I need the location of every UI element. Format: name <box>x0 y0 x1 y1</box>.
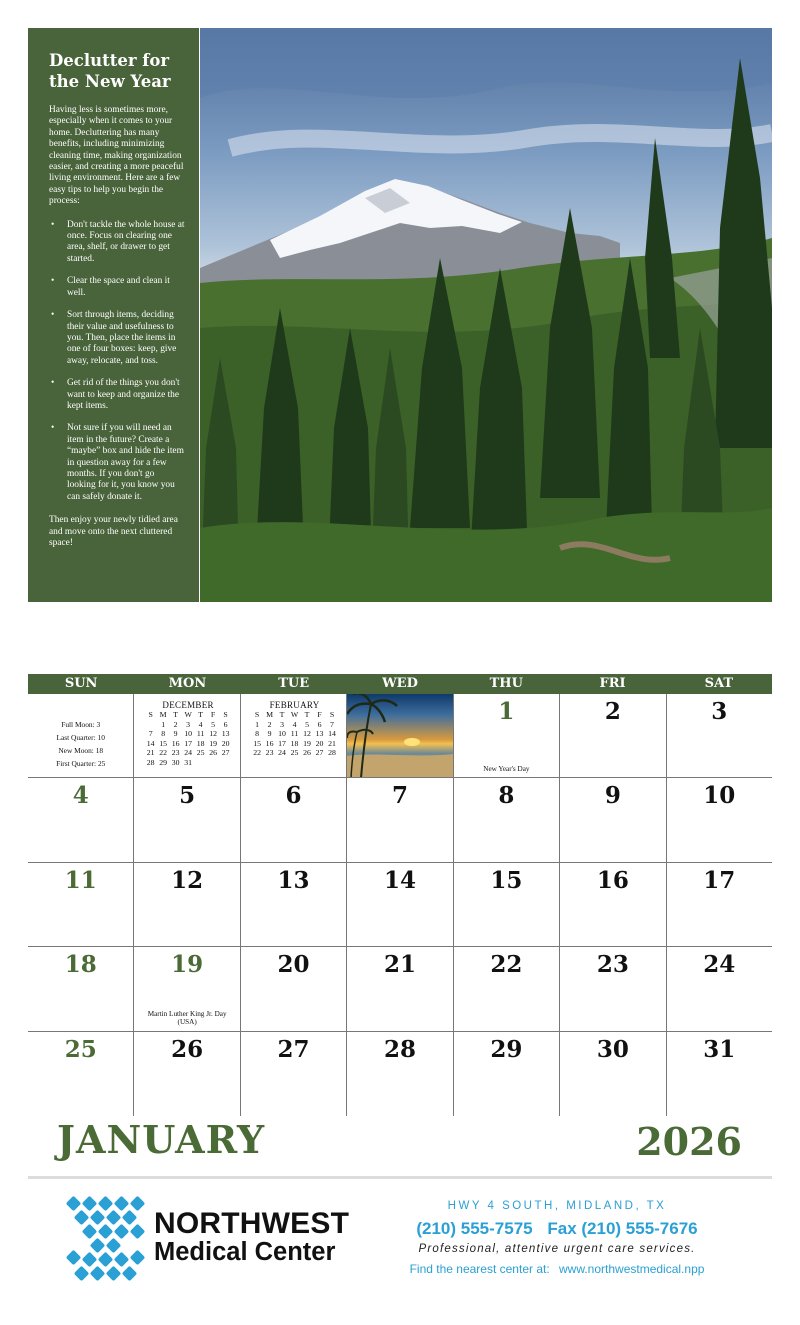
sponsor-name-line2: Medical Center <box>154 1238 336 1266</box>
logo-diamond <box>106 1210 122 1226</box>
day-cell <box>28 778 133 862</box>
mini-calendar-title: DECEMBER <box>162 700 214 710</box>
calendar-week <box>28 778 772 862</box>
day-number: 12 <box>171 866 204 894</box>
logo-diamond <box>66 1250 82 1266</box>
day-cell <box>346 863 452 947</box>
mini-day: 13 <box>221 729 230 739</box>
logo-diamond <box>74 1266 90 1282</box>
mini-day: 7 <box>330 719 334 729</box>
website-link[interactable]: www.northwestmedical.npp <box>559 1262 705 1276</box>
tip-intro: Having less is sometimes more, especially when it comes to your home. Decluttering has many benefits, including minimizing cleaning time, making organization easier, and creating a more peaceful living environment. Here are a few easy tips to help you begin the process: <box>49 105 184 207</box>
tip-title: Declutter for the New Year <box>49 51 171 91</box>
mini-weekday: W <box>290 710 299 719</box>
mini-day: 12 <box>209 729 217 739</box>
day-cell <box>240 947 346 1031</box>
mini-day: 6 <box>317 719 322 729</box>
mini-weekday: M <box>266 710 274 719</box>
phone-number[interactable]: (210) 555-7575 <box>416 1219 533 1238</box>
day-cell <box>559 863 665 947</box>
mini-day: 2 <box>173 719 178 729</box>
sponsor-tagline: Professional, attentive urgent care services. <box>418 1243 696 1255</box>
day-number: 4 <box>72 782 89 810</box>
day-number: 25 <box>64 1035 97 1063</box>
mini-weekday: W <box>184 710 192 719</box>
weekday-wed: WED <box>382 676 418 691</box>
fax-number: Fax (210) 555-7676 <box>547 1219 698 1238</box>
logo-diamond <box>82 1196 98 1212</box>
day-number: 17 <box>703 866 736 894</box>
day-cell <box>453 863 559 947</box>
mini-calendar-december <box>133 694 239 778</box>
calendar-weeks <box>28 778 772 1116</box>
mini-day: 10 <box>184 729 193 739</box>
mini-calendar-days <box>251 710 338 758</box>
weekday-header <box>28 674 772 694</box>
tip-outro: Then enjoy your newly tidied area and move onto the next cluttered space! <box>49 515 178 548</box>
mini-weekday: S <box>329 710 335 719</box>
weekday-fri: FRI <box>599 676 626 691</box>
mini-weekday: F <box>317 710 322 719</box>
palm-beach-illustration <box>347 694 452 778</box>
mini-day: 2 <box>267 719 272 729</box>
mini-day: 25 <box>196 748 205 758</box>
logo-diamond <box>98 1196 114 1212</box>
mini-day: 23 <box>265 748 274 758</box>
sponsor-address: HWY 4 SOUTH, MIDLAND, TX <box>447 1200 667 1212</box>
logo-diamond <box>98 1224 114 1240</box>
day-number: 24 <box>703 951 736 979</box>
mini-weekday: M <box>159 710 167 719</box>
moon-phase: First Quarter: 25 <box>56 759 106 768</box>
calendar-week <box>28 947 772 1031</box>
day-cell <box>666 947 772 1031</box>
day-number: 1 <box>498 698 515 725</box>
logo-diamond <box>114 1196 130 1212</box>
mini-weekday: F <box>210 710 216 719</box>
mini-day: 18 <box>196 738 205 748</box>
mini-day: 30 <box>171 757 180 767</box>
sponsor-phones <box>392 1219 722 1239</box>
day-number: 13 <box>277 866 310 894</box>
mini-day: 26 <box>209 748 217 758</box>
day-cell <box>346 947 452 1031</box>
mini-weekday: S <box>223 710 228 719</box>
moon-phase: Last Quarter: 10 <box>56 733 105 742</box>
day-number: 15 <box>490 866 523 894</box>
mini-day: 15 <box>253 738 261 748</box>
mini-day: 16 <box>265 738 274 748</box>
logo-diamond <box>82 1252 98 1268</box>
calendar-grid <box>28 674 772 1116</box>
mini-day: 19 <box>209 738 217 748</box>
day-cell <box>666 694 772 778</box>
logo-diamond <box>114 1252 130 1268</box>
day-number: 18 <box>64 951 97 979</box>
mini-day <box>194 758 206 768</box>
mini-day: 1 <box>255 719 260 729</box>
mini-day: 22 <box>253 748 261 758</box>
day-number: 16 <box>596 866 629 894</box>
day-number: 5 <box>179 782 196 810</box>
day-cell <box>133 778 239 862</box>
day-cell <box>666 1032 772 1116</box>
day-cell <box>240 778 346 862</box>
day-number: 7 <box>391 782 408 810</box>
sponsor-find <box>392 1262 722 1276</box>
logo-diamond <box>98 1252 114 1268</box>
day-cell <box>346 1032 452 1116</box>
mini-calendar-days <box>144 710 231 768</box>
day-number: 31 <box>703 1035 736 1063</box>
day-cell <box>240 863 346 947</box>
day-cell <box>666 863 772 947</box>
mini-day: 9 <box>267 729 272 739</box>
logo-diamond <box>130 1196 146 1212</box>
tip-panel <box>28 28 199 602</box>
logo-diamond <box>66 1196 82 1212</box>
mini-day: 5 <box>305 719 309 729</box>
mini-day: 8 <box>255 729 260 739</box>
tip-item: • Sort through items, deciding their value and usefulness to you. Then, place the items in one of four boxes: keep, give away, relocate, and toss. <box>49 310 185 367</box>
mini-day: 25 <box>290 748 299 758</box>
mini-day: 4 <box>292 719 297 729</box>
mini-day: 18 <box>290 738 299 748</box>
sponsor-name-line1: NORTHWEST <box>154 1207 350 1240</box>
logo-diamond <box>122 1210 138 1226</box>
mini-day: 1 <box>161 719 166 729</box>
mini-day: 28 <box>146 757 155 767</box>
day-cell <box>133 947 239 1031</box>
day-cell <box>453 1032 559 1116</box>
mini-day: 3 <box>280 719 284 729</box>
day-cell <box>559 947 665 1031</box>
day-cell <box>28 1032 133 1116</box>
day-cell <box>28 863 133 947</box>
day-number: 3 <box>711 698 728 725</box>
logo-diamond <box>130 1250 146 1266</box>
day-number: 11 <box>64 866 97 894</box>
day-number: 6 <box>285 782 302 810</box>
mini-weekday: T <box>279 710 285 719</box>
holiday-label: New Year's Day <box>483 764 530 773</box>
mini-day: 19 <box>303 738 311 748</box>
mini-day: 17 <box>278 738 286 748</box>
tip-list <box>49 220 185 504</box>
day-number: 8 <box>498 782 515 810</box>
mini-day: 27 <box>221 748 230 758</box>
day-number: 29 <box>490 1035 523 1063</box>
mini-day: 4 <box>198 719 203 729</box>
day-cell <box>133 1032 239 1116</box>
mini-day <box>144 720 156 730</box>
sponsor-logo-icon <box>58 1190 154 1286</box>
day-cell <box>453 778 559 862</box>
mini-calendar-title: FEBRUARY <box>269 700 320 710</box>
mini-day <box>207 758 219 768</box>
mini-day: 9 <box>173 729 178 739</box>
mini-day: 17 <box>184 738 193 748</box>
weekday-tue: TUE <box>278 676 310 691</box>
mini-day: 28 <box>328 748 336 758</box>
mini-day: 31 <box>184 757 193 767</box>
moon-phase: Full Moon: 3 <box>61 720 101 729</box>
beach-sunset-photo <box>346 694 452 778</box>
day-cell <box>346 778 452 862</box>
tip-item: • Clear the space and clean it well. <box>49 276 185 299</box>
logo-diamond <box>82 1224 98 1240</box>
mini-day: 26 <box>303 748 311 758</box>
mini-day <box>219 758 231 768</box>
calendar-week <box>28 694 772 778</box>
mini-calendar-february <box>240 694 346 778</box>
mini-weekday: S <box>148 710 153 719</box>
logo-diamond <box>90 1210 106 1226</box>
weekday-sun: SUN <box>64 676 98 691</box>
mini-day: 8 <box>161 729 166 739</box>
day-cell <box>559 1032 665 1116</box>
day-number: 27 <box>277 1035 310 1063</box>
day-number: 26 <box>171 1035 204 1063</box>
day-number: 14 <box>383 866 416 894</box>
day-number: 30 <box>596 1035 629 1063</box>
mini-day: 11 <box>196 729 205 739</box>
mountain-forest-photo <box>200 28 772 602</box>
day-number: 19 <box>171 951 204 979</box>
mini-day: 3 <box>186 719 191 729</box>
mini-day: 20 <box>315 738 324 748</box>
logo-diamond <box>130 1224 146 1240</box>
calendar-week <box>28 1032 772 1116</box>
mini-day: 20 <box>221 738 230 748</box>
mini-day: 15 <box>159 738 168 748</box>
logo-diamond <box>74 1210 90 1226</box>
day-number: 28 <box>383 1035 416 1063</box>
moon-phase: New Moon: 18 <box>58 746 104 755</box>
mini-day: 10 <box>278 729 286 739</box>
weekday-thu: THU <box>489 676 523 691</box>
mountain-landscape-illustration <box>200 28 772 602</box>
tip-item: • Get rid of the things you don't want to keep and organize the kept items. <box>49 378 185 412</box>
day-number: 10 <box>703 782 736 810</box>
day-number: 21 <box>383 951 416 979</box>
logo-diamond <box>114 1224 130 1240</box>
day-cell <box>453 947 559 1031</box>
day-cell <box>240 1032 346 1116</box>
mini-day: 24 <box>278 748 286 758</box>
tip-item: • Not sure if you will need an item in the future? Create a “maybe” box and hide the item in question away for a few months. If you don't go looking for it, you know you can safely donate it. <box>49 423 185 503</box>
weekday-mon: MON <box>168 676 207 691</box>
day-cell <box>559 778 665 862</box>
find-label: Find the nearest center at: <box>409 1262 550 1276</box>
day-number: 2 <box>604 698 621 725</box>
mini-day: 13 <box>315 729 324 739</box>
mini-day: 21 <box>146 748 155 758</box>
weekday-sat: SAT <box>704 676 734 691</box>
logo-diamond <box>106 1266 122 1282</box>
day-cell <box>453 694 559 778</box>
mini-day: 21 <box>328 738 336 748</box>
year-title: 2026 <box>636 1119 742 1164</box>
mini-day: 16 <box>171 738 180 748</box>
mini-day: 27 <box>315 748 324 758</box>
holiday-label: Martin Luther King Jr. Day (USA) <box>147 1009 227 1027</box>
mini-day: 24 <box>184 748 193 758</box>
mini-weekday: T <box>198 710 203 719</box>
day-number: 9 <box>604 782 621 810</box>
mini-day: 29 <box>159 757 168 767</box>
mini-weekday: T <box>304 710 310 719</box>
mini-day: 11 <box>290 729 299 739</box>
day-number: 22 <box>490 951 523 979</box>
day-cell <box>559 694 665 778</box>
mini-day: 23 <box>171 748 180 758</box>
day-cell <box>666 778 772 862</box>
tip-item: • Don't tackle the whole house at once. Focus on clearing one area, shelf, or drawer to get started. <box>49 220 185 266</box>
mini-weekday: T <box>173 710 179 719</box>
mini-day: 14 <box>146 738 155 748</box>
month-title: JANUARY <box>57 1117 266 1162</box>
logo-diamond <box>90 1238 106 1254</box>
day-number: 23 <box>596 951 629 979</box>
logo-diamond <box>122 1266 138 1282</box>
moon-phases-cell <box>28 694 133 778</box>
mini-day: 5 <box>211 719 216 729</box>
day-cell <box>28 947 133 1031</box>
calendar-week <box>28 863 772 947</box>
mini-day: 12 <box>303 729 311 739</box>
mini-day: 7 <box>148 729 153 739</box>
day-number: 20 <box>277 951 310 979</box>
mini-day: 22 <box>159 748 168 758</box>
logo-diamond <box>90 1266 106 1282</box>
logo-diamond <box>106 1238 122 1254</box>
day-cell <box>133 863 239 947</box>
divider <box>28 1176 772 1179</box>
mini-day: 6 <box>223 719 228 729</box>
mini-day: 14 <box>328 729 336 739</box>
mini-weekday: S <box>254 710 260 719</box>
